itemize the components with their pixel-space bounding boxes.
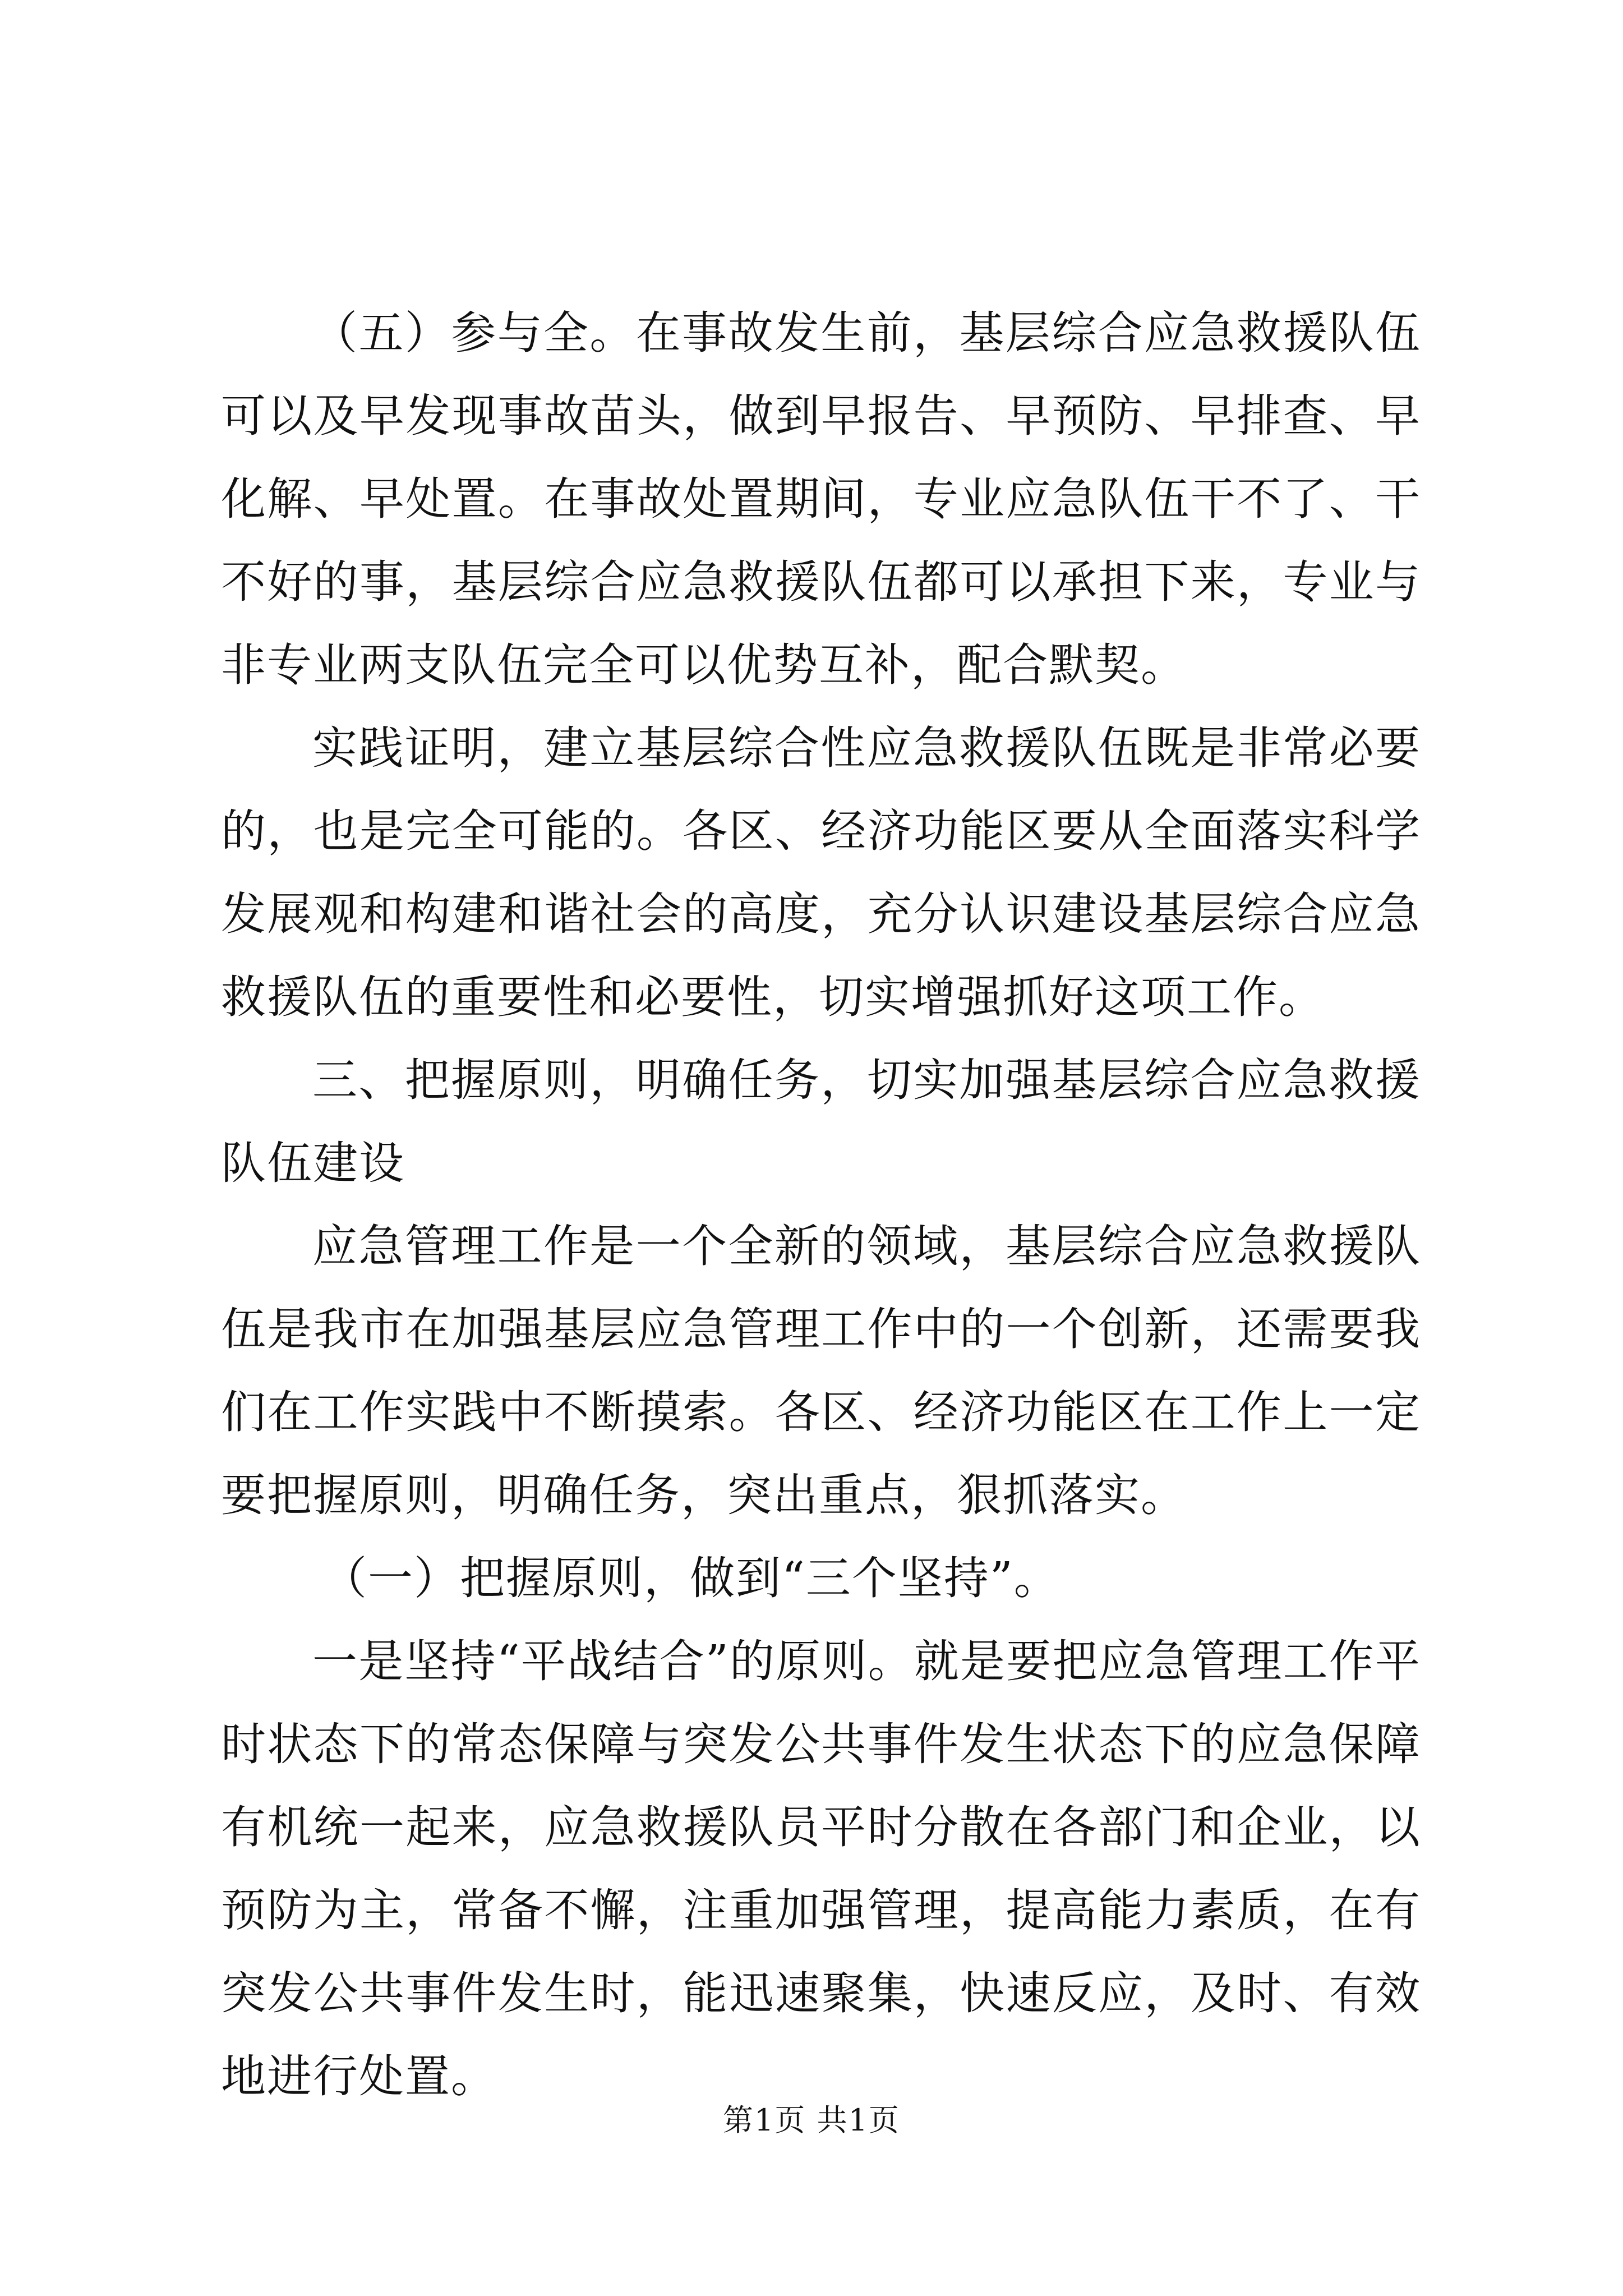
document-body [221,292,1421,2118]
subheading-principles: （一）把握原则，做到“三个坚持”。 [322,1552,1060,1604]
paragraph-practice-proof: 实践证明，建立基层综合性应急救援队伍既是非常必要的，也是完全可能的。各区、经济功能区要从全面落实科学发展观和构建和谐社会的高度，充分认识建设基层综合应急救援队伍的重要性和必要性，切实增强抓好这项工作。 [221,722,1421,1023]
paragraph-participation: （五）参与全。在事故发生前，基层综合应急救援队伍可以及早发现事故苗头，做到早报告、早预防、早排查、早化解、早处置。在事故处置期间，专业应急队伍干不了、干不好的事，基层综合应急救援队伍都可以承担下来，专业与非专业两支队伍完全可以优势互补，配合默契。 [221,307,1421,691]
page-footer: 第1页 共1页 [723,2102,900,2138]
section-heading-three: 三、把握原则，明确任务，切实加强基层综合应急救援队伍建设 [221,1054,1421,1189]
paragraph-peace-war-principle: 一是坚持“平战结合”的原则。就是要把应急管理工作平时状态下的常态保障与突发公共事件发生状态下的应急保障有机统一起来，应急救援队员平时分散在各部门和企业，以预防为主，常备不懈，注重加强管理，提高能力素质，在有突发公共事件发生时，能迅速聚集，快速反应，及时、有效地进行处置。 [221,1635,1421,2102]
paragraph-emergency-management: 应急管理工作是一个全新的领域，基层综合应急救援队伍是我市在加强基层应急管理工作中的一个创新，还需要我们在工作实践中不断摸索。各区、经济功能区在工作上一定要把握原则，明确任务，突出重点，狠抓落实。 [221,1220,1421,1521]
